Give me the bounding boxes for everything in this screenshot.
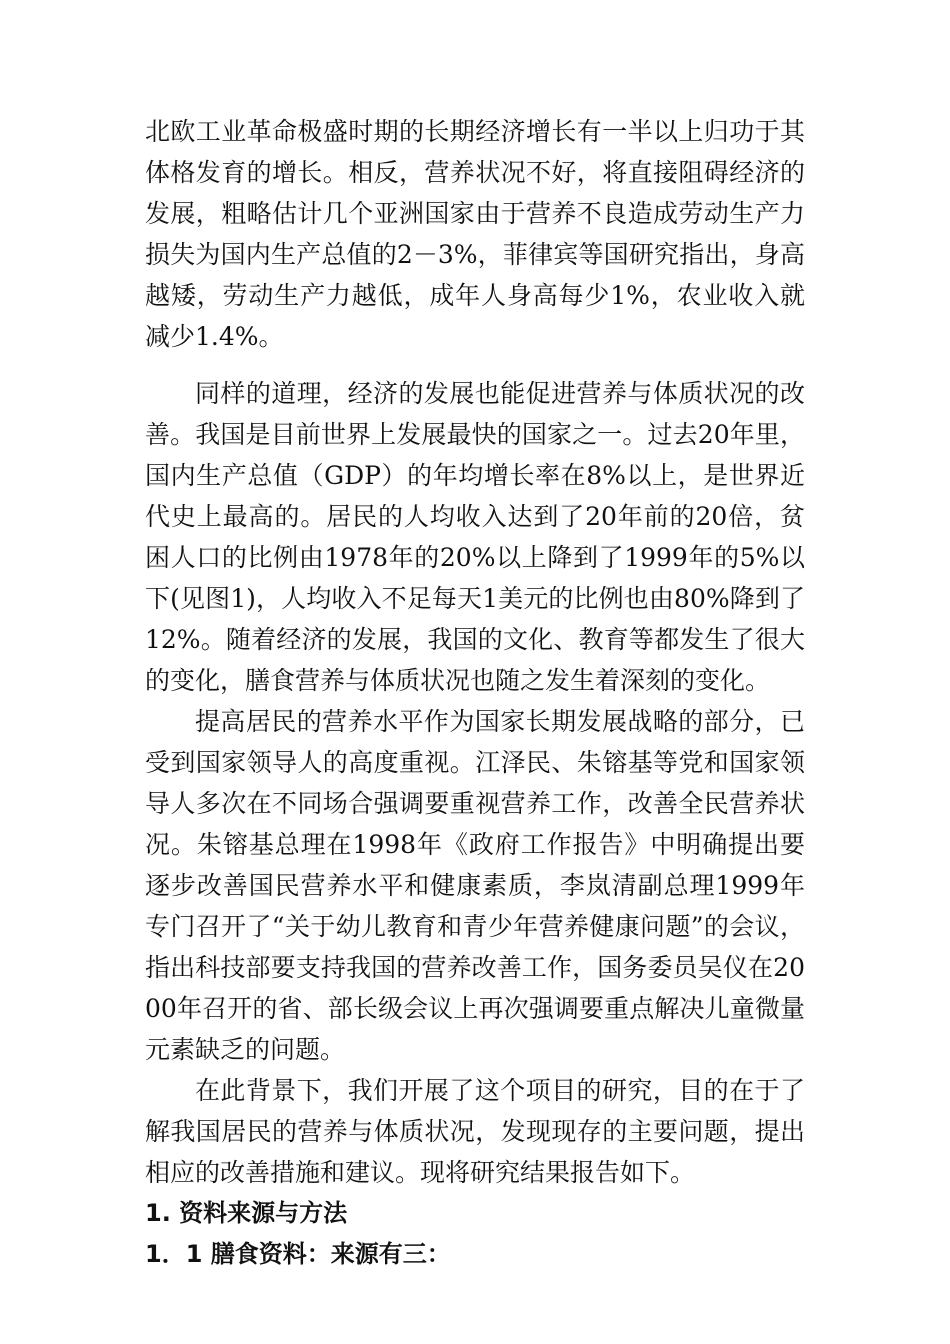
paragraph-economic-growth: 北欧工业革命极盛时期的长期经济增长有一半以上归功于其体格发育的增长。相反，营养状况不好，将直接阻碍经济的发展，粗略估计几个亚洲国家由于营养不良造成劳动生产力损失为国内生产总值的2－3%，菲律宾等国研究指出，身高越矮，劳动生产力越低，成年人身高每少1%，农业收入就减少1.4%。 [145,117,805,351]
paragraph-development-improvement: 同样的道理，经济的发展也能促进营养与体质状况的改善。我国是目前世界上发展最快的国家之一。过去20年里，国内生产总值（GDP）的年均增长率在8%以上，是世界近代史上最高的。居民的人均收入达到了20年前的20倍，贫困人口的比例由1978年的20%以上降到了1999年的5%以下(见图1)，人均收入不足每天1美元的比例也由80%降到了12%。随着经济的发展，我国的文化、教育等都发生了很大的变化，膳食营养与体质状况也随之发生着深刻的变化。 [145,379,805,695]
document-body [145,111,805,1275]
paragraph-research-background: 在此背景下，我们开展了这个项目的研究，目的在于了解我国居民的营养与体质状况，发现现存的主要问题，提出相应的改善措施和建议。现将研究结果报告如下。 [145,1076,805,1187]
section-heading-data-sources: 1. 资料来源与方法 [145,1199,348,1227]
subsection-heading-diet-data: 1．1 膳食资料：来源有三： [145,1240,451,1268]
paragraph-government-attention: 提高居民的营养水平作为国家长期发展战略的部分，已受到国家领导人的高度重视。江泽民、朱镕基等党和国家领导人多次在不同场合强调要重视营养工作，改善全民营养状况。朱镕基总理在1998年《政府工作报告》中明确提出要逐步改善国民营养水平和健康素质，李岚清副总理1999年专门召开了“关于幼儿教育和青少年营养健康问题”的会议，指出科技部要支持我国的营养改善工作，国务委员吴仪在2000年召开的省、部长级会议上再次强调要重点解决儿童微量元素缺乏的问题。 [145,707,805,1064]
